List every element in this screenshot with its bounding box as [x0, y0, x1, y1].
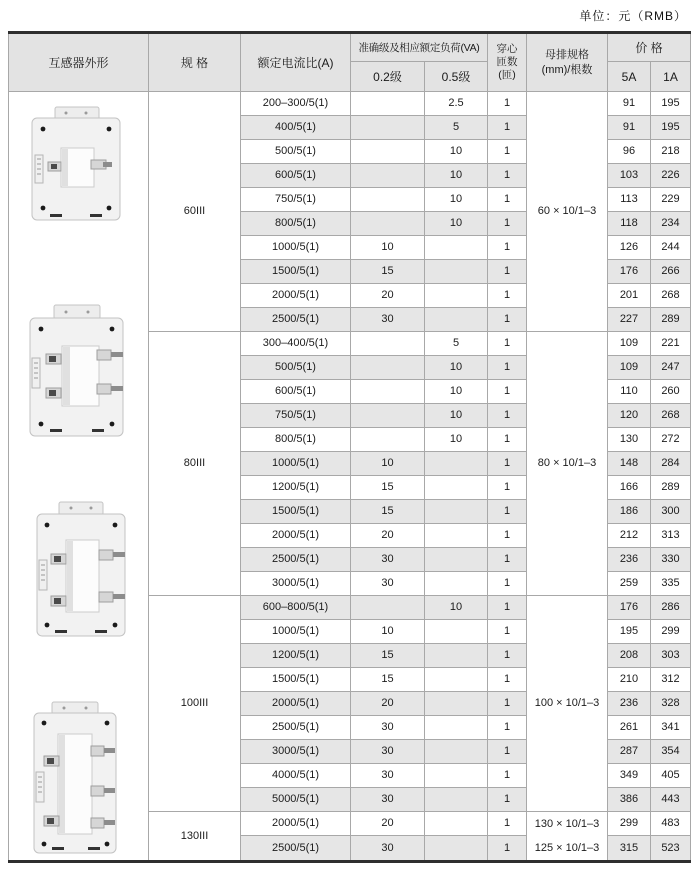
class02-cell: 10: [351, 236, 425, 260]
ratio-cell: 1500/5(1): [241, 668, 351, 692]
class05-cell: 5: [425, 116, 488, 140]
ratio-cell: 750/5(1): [241, 404, 351, 428]
ratio-cell: 600/5(1): [241, 164, 351, 188]
price-1a-cell: 268: [651, 404, 691, 428]
price-5a-cell: 195: [608, 620, 651, 644]
turns-cell: 1: [488, 452, 527, 476]
class02-cell: 20: [351, 692, 425, 716]
turns-cell: 1: [488, 332, 527, 356]
ratio-cell: 800/5(1): [241, 212, 351, 236]
appearance-column: [9, 92, 149, 862]
busbar-value: 125 × 10/1–3: [534, 842, 600, 854]
price-1a-cell: 244: [651, 236, 691, 260]
ratio-cell: 500/5(1): [241, 140, 351, 164]
spec-cell: 130III: [149, 812, 241, 862]
price-1a-cell: 229: [651, 188, 691, 212]
turns-cell: 1: [488, 164, 527, 188]
price-5a-cell: 109: [608, 356, 651, 380]
header-class-05: 0.5级: [425, 62, 488, 92]
turns-cell: 1: [488, 836, 527, 862]
header-accuracy-group: 准确级及相应额定负荷(VA): [351, 33, 488, 62]
header-turns-line3: (匝): [498, 69, 516, 81]
price-5a-cell: 166: [608, 476, 651, 500]
price-1a-cell: 335: [651, 572, 691, 596]
price-5a-cell: 186: [608, 500, 651, 524]
price-5a-cell: 113: [608, 188, 651, 212]
price-1a-cell: 289: [651, 476, 691, 500]
turns-cell: 1: [488, 596, 527, 620]
class02-cell: [351, 356, 425, 380]
price-5a-cell: 176: [608, 260, 651, 284]
price-5a-cell: 236: [608, 548, 651, 572]
turns-cell: 1: [488, 356, 527, 380]
price-table-wrap: [8, 31, 691, 863]
class02-cell: 15: [351, 476, 425, 500]
busbar-value: 130 × 10/1–3: [534, 818, 600, 830]
class05-cell: [425, 284, 488, 308]
price-5a-cell: 96: [608, 140, 651, 164]
turns-cell: 1: [488, 620, 527, 644]
class02-cell: [351, 116, 425, 140]
turns-cell: 1: [488, 116, 527, 140]
ratio-cell: 400/5(1): [241, 116, 351, 140]
class05-cell: [425, 668, 488, 692]
class02-cell: [351, 164, 425, 188]
ratio-cell: 2000/5(1): [241, 524, 351, 548]
turns-cell: 1: [488, 740, 527, 764]
price-5a-cell: 386: [608, 788, 651, 812]
price-5a-cell: 212: [608, 524, 651, 548]
class02-cell: 30: [351, 764, 425, 788]
price-1a-cell: 272: [651, 428, 691, 452]
price-1a-cell: 268: [651, 284, 691, 308]
header-busbar-line2: (mm)/根数: [541, 63, 593, 76]
class02-cell: 10: [351, 452, 425, 476]
class05-cell: [425, 476, 488, 500]
price-5a-cell: 227: [608, 308, 651, 332]
ratio-cell: 2500/5(1): [241, 716, 351, 740]
class02-cell: [351, 212, 425, 236]
price-1a-cell: 286: [651, 596, 691, 620]
class05-cell: 10: [425, 404, 488, 428]
class02-cell: 15: [351, 644, 425, 668]
busbar-cell: [527, 332, 608, 596]
price-5a-cell: 259: [608, 572, 651, 596]
class05-cell: [425, 764, 488, 788]
ratio-cell: 5000/5(1): [241, 788, 351, 812]
price-5a-cell: 236: [608, 692, 651, 716]
turns-cell: 1: [488, 476, 527, 500]
busbar-value: 100 × 10/1–3: [534, 697, 600, 709]
class02-cell: 15: [351, 668, 425, 692]
class05-cell: [425, 716, 488, 740]
header-turns: [488, 33, 527, 92]
turns-cell: 1: [488, 548, 527, 572]
ratio-cell: 300–400/5(1): [241, 332, 351, 356]
ratio-cell: 2000/5(1): [241, 284, 351, 308]
price-1a-cell: 300: [651, 500, 691, 524]
price-5a-cell: 126: [608, 236, 651, 260]
price-5a-cell: 91: [608, 116, 651, 140]
price-1a-cell: 266: [651, 260, 691, 284]
class02-cell: 15: [351, 260, 425, 284]
turns-cell: 1: [488, 764, 527, 788]
turns-cell: 1: [488, 716, 527, 740]
price-1a-cell: 234: [651, 212, 691, 236]
turns-cell: 1: [488, 260, 527, 284]
price-1a-cell: 221: [651, 332, 691, 356]
header-price-1a: 1A: [651, 62, 691, 92]
class05-cell: 10: [425, 428, 488, 452]
turns-cell: 1: [488, 692, 527, 716]
ratio-cell: 200–300/5(1): [241, 92, 351, 116]
price-5a-cell: 103: [608, 164, 651, 188]
class02-cell: 30: [351, 572, 425, 596]
turns-cell: 1: [488, 572, 527, 596]
ratio-cell: 1000/5(1): [241, 236, 351, 260]
price-1a-cell: 483: [651, 812, 691, 836]
ratio-cell: 600–800/5(1): [241, 596, 351, 620]
price-1a-cell: 405: [651, 764, 691, 788]
class05-cell: 10: [425, 140, 488, 164]
ratio-cell: 1000/5(1): [241, 620, 351, 644]
price-1a-cell: 303: [651, 644, 691, 668]
header-busbar: [527, 33, 608, 92]
price-5a-cell: 208: [608, 644, 651, 668]
turns-cell: 1: [488, 644, 527, 668]
class05-cell: [425, 692, 488, 716]
turns-cell: 1: [488, 380, 527, 404]
table-header: [9, 33, 691, 92]
turns-cell: 1: [488, 140, 527, 164]
ratio-cell: 2500/5(1): [241, 548, 351, 572]
price-5a-cell: 109: [608, 332, 651, 356]
header-spec: 规 格: [149, 33, 241, 92]
ratio-cell: 500/5(1): [241, 356, 351, 380]
class05-cell: 10: [425, 380, 488, 404]
class02-cell: [351, 380, 425, 404]
class05-cell: [425, 572, 488, 596]
price-1a-cell: 354: [651, 740, 691, 764]
price-1a-cell: 289: [651, 308, 691, 332]
price-1a-cell: 195: [651, 116, 691, 140]
class05-cell: [425, 500, 488, 524]
turns-cell: 1: [488, 404, 527, 428]
class05-cell: [425, 524, 488, 548]
turns-cell: 1: [488, 668, 527, 692]
class02-cell: 10: [351, 620, 425, 644]
class02-cell: 30: [351, 308, 425, 332]
turns-cell: 1: [488, 92, 527, 116]
class02-cell: [351, 92, 425, 116]
class02-cell: [351, 188, 425, 212]
class02-cell: 30: [351, 548, 425, 572]
class05-cell: [425, 836, 488, 862]
ratio-cell: 1000/5(1): [241, 452, 351, 476]
ratio-cell: 4000/5(1): [241, 764, 351, 788]
class02-cell: [351, 404, 425, 428]
ratio-cell: 2500/5(1): [241, 308, 351, 332]
ct-photo-130iii-icon: [28, 700, 122, 858]
ratio-cell: 2500/5(1): [241, 836, 351, 862]
class05-cell: [425, 260, 488, 284]
class05-cell: 2.5: [425, 92, 488, 116]
price-table: [8, 31, 691, 863]
ratio-cell: 3000/5(1): [241, 572, 351, 596]
spec-cell: 100III: [149, 596, 241, 812]
class05-cell: [425, 452, 488, 476]
class02-cell: [351, 140, 425, 164]
class05-cell: [425, 644, 488, 668]
class05-cell: 5: [425, 332, 488, 356]
ct-photo-100iii-icon: [33, 500, 130, 642]
price-5a-cell: 210: [608, 668, 651, 692]
class05-cell: 10: [425, 596, 488, 620]
class02-cell: 30: [351, 716, 425, 740]
ratio-cell: 750/5(1): [241, 188, 351, 212]
price-5a-cell: 261: [608, 716, 651, 740]
turns-cell: 1: [488, 212, 527, 236]
ratio-cell: 800/5(1): [241, 428, 351, 452]
header-turns-line1: 穿心: [496, 43, 518, 55]
price-5a-cell: 91: [608, 92, 651, 116]
class05-cell: [425, 812, 488, 836]
ratio-cell: 1500/5(1): [241, 260, 351, 284]
turns-cell: 1: [488, 500, 527, 524]
price-1a-cell: 313: [651, 524, 691, 548]
price-1a-cell: 226: [651, 164, 691, 188]
class05-cell: [425, 620, 488, 644]
price-1a-cell: 443: [651, 788, 691, 812]
price-5a-cell: 110: [608, 380, 651, 404]
spec-cell: 80III: [149, 332, 241, 596]
price-5a-cell: 315: [608, 836, 651, 862]
header-turns-line2: 匝数: [496, 56, 518, 68]
unit-label: 单位：元（RMB）: [579, 9, 687, 23]
busbar-value: 80 × 10/1–3: [537, 457, 597, 469]
table-row: [9, 92, 691, 116]
busbar-cell: [527, 92, 608, 332]
turns-cell: 1: [488, 812, 527, 836]
header-price-5a: 5A: [608, 62, 651, 92]
class05-cell: 10: [425, 212, 488, 236]
ratio-cell: 600/5(1): [241, 380, 351, 404]
class02-cell: [351, 428, 425, 452]
price-1a-cell: 330: [651, 548, 691, 572]
price-1a-cell: 523: [651, 836, 691, 862]
header-ratio: 额定电流比(A): [241, 33, 351, 92]
price-1a-cell: 284: [651, 452, 691, 476]
price-1a-cell: 195: [651, 92, 691, 116]
price-5a-cell: 148: [608, 452, 651, 476]
turns-cell: 1: [488, 236, 527, 260]
class05-cell: 10: [425, 164, 488, 188]
class02-cell: 30: [351, 788, 425, 812]
class02-cell: 20: [351, 284, 425, 308]
price-5a-cell: 287: [608, 740, 651, 764]
class02-cell: 30: [351, 740, 425, 764]
class02-cell: [351, 332, 425, 356]
price-1a-cell: 247: [651, 356, 691, 380]
price-1a-cell: 341: [651, 716, 691, 740]
header-class-02: 0.2级: [351, 62, 425, 92]
class05-cell: [425, 740, 488, 764]
class05-cell: [425, 788, 488, 812]
price-5a-cell: 299: [608, 812, 651, 836]
busbar-value: 60 × 10/1–3: [537, 205, 597, 217]
class02-cell: [351, 596, 425, 620]
ratio-cell: 2000/5(1): [241, 692, 351, 716]
class02-cell: 20: [351, 524, 425, 548]
class02-cell: 30: [351, 836, 425, 862]
price-1a-cell: 218: [651, 140, 691, 164]
price-5a-cell: 120: [608, 404, 651, 428]
price-5a-cell: 201: [608, 284, 651, 308]
ct-photo-60iii-icon: [28, 104, 124, 226]
price-1a-cell: 260: [651, 380, 691, 404]
header-appearance: 互感器外形: [9, 33, 149, 92]
busbar-cell: [527, 812, 608, 862]
turns-cell: 1: [488, 788, 527, 812]
class05-cell: [425, 308, 488, 332]
turns-cell: 1: [488, 188, 527, 212]
ratio-cell: 2000/5(1): [241, 812, 351, 836]
price-5a-cell: 118: [608, 212, 651, 236]
price-5a-cell: 176: [608, 596, 651, 620]
class02-cell: 15: [351, 500, 425, 524]
ct-photo-80iii-icon: [26, 302, 128, 442]
ratio-cell: 1200/5(1): [241, 476, 351, 500]
class02-cell: 20: [351, 812, 425, 836]
busbar-cell: [527, 596, 608, 812]
price-1a-cell: 312: [651, 668, 691, 692]
class05-cell: 10: [425, 356, 488, 380]
price-5a-cell: 130: [608, 428, 651, 452]
class05-cell: 10: [425, 188, 488, 212]
spec-cell: 60III: [149, 92, 241, 332]
turns-cell: 1: [488, 308, 527, 332]
price-5a-cell: 349: [608, 764, 651, 788]
ratio-cell: 3000/5(1): [241, 740, 351, 764]
header-busbar-line1: 母排规格: [545, 48, 589, 61]
price-1a-cell: 299: [651, 620, 691, 644]
ratio-cell: 1200/5(1): [241, 644, 351, 668]
price-1a-cell: 328: [651, 692, 691, 716]
table-body: [9, 92, 691, 862]
turns-cell: 1: [488, 428, 527, 452]
class05-cell: [425, 548, 488, 572]
turns-cell: 1: [488, 524, 527, 548]
turns-cell: 1: [488, 284, 527, 308]
class05-cell: [425, 236, 488, 260]
ratio-cell: 1500/5(1): [241, 500, 351, 524]
header-price-group: 价 格: [608, 33, 691, 62]
